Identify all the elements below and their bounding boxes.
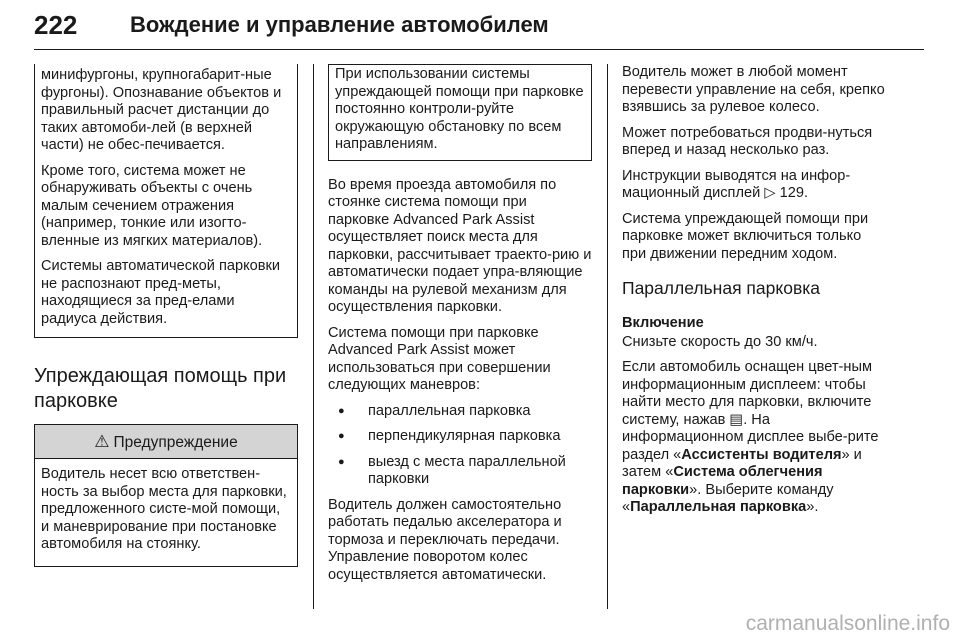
text-run: » и затем « bbox=[622, 446, 862, 480]
text-run: ». Выберите команду « bbox=[622, 481, 834, 515]
text-run: ». bbox=[806, 499, 819, 515]
column-divider-2 bbox=[607, 64, 608, 609]
instruction-text: Инструкции выводятся на инфор-мационный дисплей bbox=[622, 167, 851, 201]
watermark: carmanualsonline.info bbox=[745, 612, 950, 635]
body-paragraph: Водитель может в любой момент перевести управление на себя, крепко взявшись за рулевое колесо. bbox=[622, 64, 885, 115]
column-right bbox=[622, 64, 888, 525]
subsection-heading: Параллельная парковка bbox=[622, 278, 821, 298]
body-paragraph: Во время проезда автомобиля по стоянке система помощи при парковке Advanced Park Assist осуществляет поиск места для парковки, рассчитывает траекто-рию и автоматически подает упра-вляющие команды на рулевой механизм для осуществления парковки. bbox=[328, 176, 592, 315]
page-reference-icon: ▷ bbox=[764, 185, 776, 201]
warning-text: Водитель несет всю ответствен-ность за выбор места для парковки, предложенного систе-мой помощи, и маневрирование при постановке автомобиля на стоянку. bbox=[41, 466, 287, 552]
note-paragraph: При использовании системы упреждающей помощи при парковке постоянно контроли-руйте окружающую обстановку по всем направлениям. bbox=[335, 66, 584, 152]
warning-box bbox=[34, 424, 298, 567]
column-middle bbox=[328, 64, 592, 592]
page-header bbox=[34, 10, 924, 50]
body-paragraph: Водитель должен самостоятельно работать педалью акселератора и тормоза и переключать передачи. Управление поворотом колес осуществляется автоматически. bbox=[328, 496, 562, 583]
list-item: ● перпендикулярная парковка bbox=[328, 428, 592, 446]
body-paragraph: Инструкции выводятся на инфор-мационный дисплей ▷ 129. bbox=[622, 167, 851, 201]
warning-triangle-icon: ⚠ bbox=[94, 432, 110, 451]
body-paragraph: Снизьте скорость до 30 км/ч. bbox=[622, 333, 818, 350]
section-heading: Упреждающая помощь при парковке bbox=[34, 365, 287, 412]
body-paragraph: Может потребоваться продви-нуться вперед и назад несколько раз. bbox=[622, 124, 873, 158]
chapter-title: Вождение и управление автомобилем bbox=[130, 12, 549, 37]
body-paragraph bbox=[622, 359, 888, 517]
body-paragraph: Система помощи при парковке Advanced Park Assist может использоваться при совершении следующих маневров: bbox=[328, 324, 551, 393]
menu-name: Параллельная парковка bbox=[630, 499, 807, 515]
body-paragraph: Система упреждающей помощи при парковке может включиться только при движении передним ходом. bbox=[622, 210, 869, 262]
sub-subheading: Включение bbox=[622, 315, 704, 331]
menu-name: Ассистенты водителя bbox=[681, 446, 842, 463]
note-paragraph: Кроме того, система может не обнаруживать объекты с очень малым сечением отражения (например, тонкие или изогто-вленные из мягких материалов). bbox=[41, 162, 263, 249]
column-left bbox=[34, 64, 298, 567]
warning-title: Предупреждение bbox=[113, 434, 238, 451]
parking-assist-button-icon: ▤ bbox=[729, 411, 744, 428]
text-run: Если автомобиль оснащен цвет-ным информационным дисплеем: чтобы найти место для парковки, включите систему, нажав bbox=[622, 359, 872, 428]
menu-name: Система облегчения парковки bbox=[622, 464, 823, 498]
list-item: ● параллельная парковка bbox=[328, 403, 592, 421]
warning-header bbox=[35, 425, 297, 459]
list-item: ● выезд с места параллельной парковки bbox=[328, 454, 592, 489]
maneuver-list bbox=[328, 403, 592, 489]
page-number: 222 bbox=[34, 10, 78, 40]
note-paragraph: минифургоны, крупногабарит-ные фургоны). Опознавание объектов и правильный расчет дистанции до таких автомоби-лей (в верхней части) не обес-печивается. bbox=[41, 67, 282, 153]
column-divider-1 bbox=[313, 64, 314, 609]
note-box bbox=[328, 64, 592, 161]
page-reference[interactable]: 129 bbox=[779, 185, 804, 201]
note-box-continued bbox=[34, 64, 298, 338]
note-paragraph: Системы автоматической парковки не распознают пред-меты, находящиеся за пред-елами радиуса действия. bbox=[41, 258, 281, 327]
text-run: . На информационном дисплее выбе-рите раздел « bbox=[622, 411, 879, 463]
header-divider bbox=[34, 49, 924, 50]
